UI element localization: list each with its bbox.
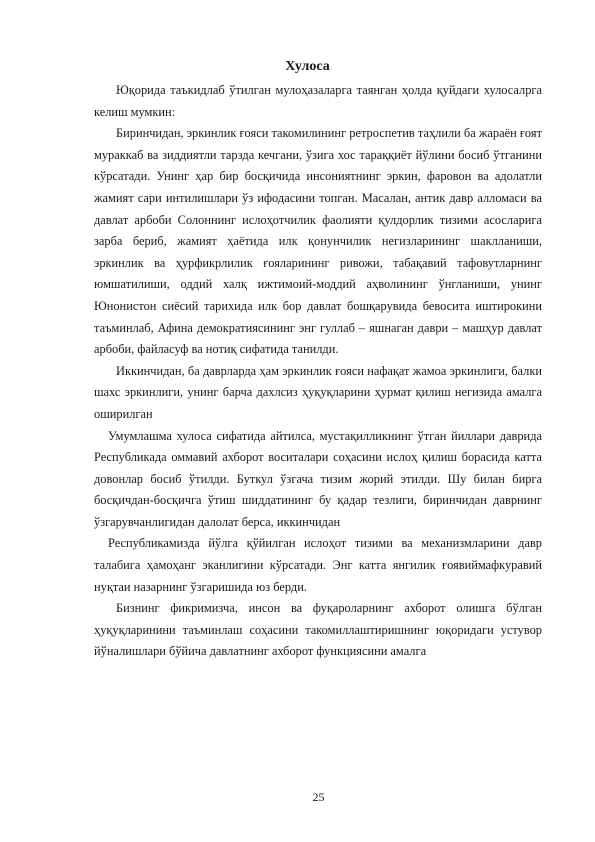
paragraph-first-conclusion: Биринчидан, эркинлик ғояси такомилининг ретроспетив таҳлили ба жараён ғоят мураккаб ва зиддиятли тарзда кечгани, ўзига хос тараққиёт йўлини босиб ўтганини кўрсатади. Унинг ҳар бир босқичида инсониятнинг эркин, фаровон ва адолатли жамият сари интилишлари ўз ифодасини топган. Масалан, антик давр алломаси ва давлат арбоби Солоннинг ислоҳотчилик фаолияти қулдорлик тизими асосларига зарба бериб, жамият ҳаётида илк қонунчилик негизларининг шаклланиши, эркинлик ва ҳурфикрлилик ғояларининг ривожи, табақавий тафовутларнинг юмшатилиши, оддий халқ ижтимоий-моддий аҳволининг ўнгланиши, унинг Юнонистон сиёсий тарихида илк бор давлат бошқарувида бевосита иштирокини таъминлаб, Афина демократиясининг энг гуллаб – яшнаган даври – машҳур давлат арбоби, файласуф ва нотиқ сифатида танилди. <box>94 126 542 357</box>
section-heading: Хулоса <box>285 59 330 74</box>
page-number: 25 <box>312 790 325 804</box>
paragraph-summary: Умумлашма хулоса сифатида айтилса, мустақилликнинг ўтган йиллари даврида Республикада оммавий ахборот воситалари соҳасини ислоҳ қилиш борасида катта довонлар босиб ўтилди. Буткул ўзгача тизим жорий этилди. Шу билан бирга босқичдан-босқичга ўтиш шиддатининг бу қадар тезлиги, биринчидан даврнинг ўзгарувчанлигидан далолат берса, иккинчидан <box>94 428 542 529</box>
paragraph-second-conclusion: Иккинчидан, ба даврларда ҳам эркинлик ғояси нафақат жамоа эркинлиги, балки шахс эркинлиги, унинг барча дахлсиз ҳуқуқларини ҳурмат қилиш негизида амалга оширилган <box>94 363 542 421</box>
paragraph-intro: Юқорида таъкидлаб ўтилган мулоҳазаларга таянган ҳолда қуйдаги хулосалрга келиш мумкин: <box>94 83 542 119</box>
paragraph-reforms: Республикамизда йўлга қўйилган ислоҳот тизими ва механизмларини давр талабига ҳамоҳанг эканлигини кўрсатади. Энг катта янгилик ғоявиймафкуравий нуқтаи назарнинг ўзгаришида юз берди. <box>94 536 542 594</box>
body-text <box>94 80 542 663</box>
paragraph-opinion: Бизнинг фикримизча, инсон ва фуқароларнинг ахборот олишга бўлган ҳуқуқларинини таъминлаш соҳасини такомиллаштиришнинг юқоридаги устувор йўналишлари бўйича давлатнинг ахборот функциясини амалга <box>94 601 542 659</box>
